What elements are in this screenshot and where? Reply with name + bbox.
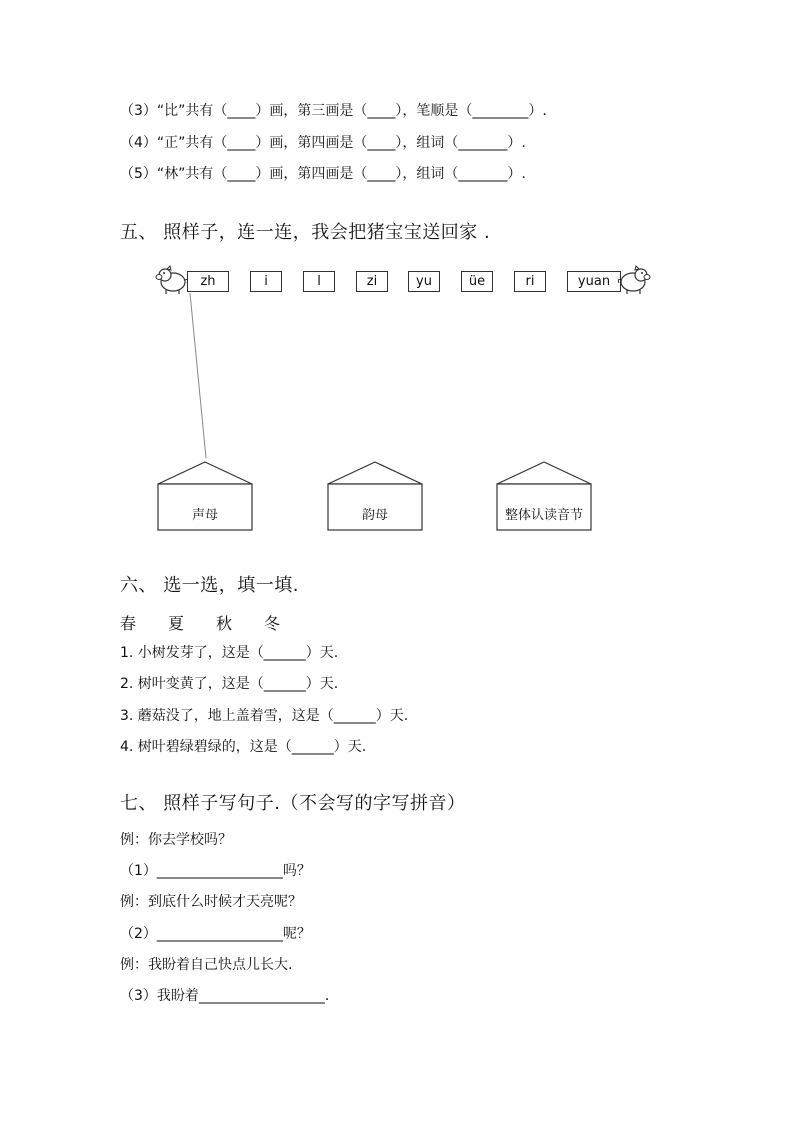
fill-item-3: 3. 蘑菇没了，地上盖着雪，这是（______）天. xyxy=(120,708,409,724)
fill-item-1: 1. 小树发芽了，这是（______）天. xyxy=(120,645,339,661)
season-autumn: 秋 xyxy=(216,614,233,633)
write-sentence-2: （2）__________________呢？ xyxy=(120,926,311,942)
question-line-5: （5）“林”共有（____）画，第四画是（____），组词（_______）. xyxy=(120,166,526,182)
pinyin-card-yu[interactable]: yu xyxy=(408,271,440,292)
example-sentence-3: 例：我盼着自己快点儿长大. xyxy=(120,957,293,973)
example-sentence-2: 例：到底什么时候才天亮呢？ xyxy=(120,894,302,910)
pinyin-card-zh[interactable]: zh xyxy=(187,271,229,292)
season-summer: 夏 xyxy=(168,614,185,633)
section-7-title: 七、 照样子写句子.（不会写的字写拼音） xyxy=(120,793,466,814)
pinyin-card-ri[interactable]: ri xyxy=(514,271,546,292)
pinyin-card-zi[interactable]: zi xyxy=(356,271,388,292)
question-line-3: （3）“比”共有（____）画，第三画是（____），笔顺是（________）. xyxy=(120,103,547,119)
season-winter: 冬 xyxy=(264,614,281,633)
fill-item-2: 2. 树叶变黄了，这是（______）天. xyxy=(120,676,339,692)
house-label: 韵母 xyxy=(361,508,388,523)
pinyin-card-i[interactable]: i xyxy=(250,271,282,292)
section-6-title: 六、 选一选，填一填. xyxy=(120,575,299,596)
question-line-4: （4）“正”共有（____）画，第四画是（____），组词（_______）. xyxy=(120,135,526,151)
example-sentence-1: 例：你去学校吗？ xyxy=(120,832,232,848)
write-sentence-3: （3）我盼着__________________. xyxy=(120,988,330,1004)
house-label: 声母 xyxy=(191,508,218,523)
pinyin-card-ue[interactable]: üe xyxy=(461,271,493,292)
house-label: 整体认读音节 xyxy=(504,508,583,523)
section-5-title: 五、 照样子，连一连，我会把猪宝宝送回家 . xyxy=(120,222,491,243)
pinyin-card-l[interactable]: l xyxy=(303,271,335,292)
season-spring: 春 xyxy=(120,614,137,633)
fill-item-4: 4. 树叶碧绿碧绿的，这是（______）天. xyxy=(120,739,367,755)
write-sentence-1: （1）__________________吗？ xyxy=(120,863,311,879)
pinyin-card-yuan[interactable]: yuan xyxy=(567,271,621,292)
